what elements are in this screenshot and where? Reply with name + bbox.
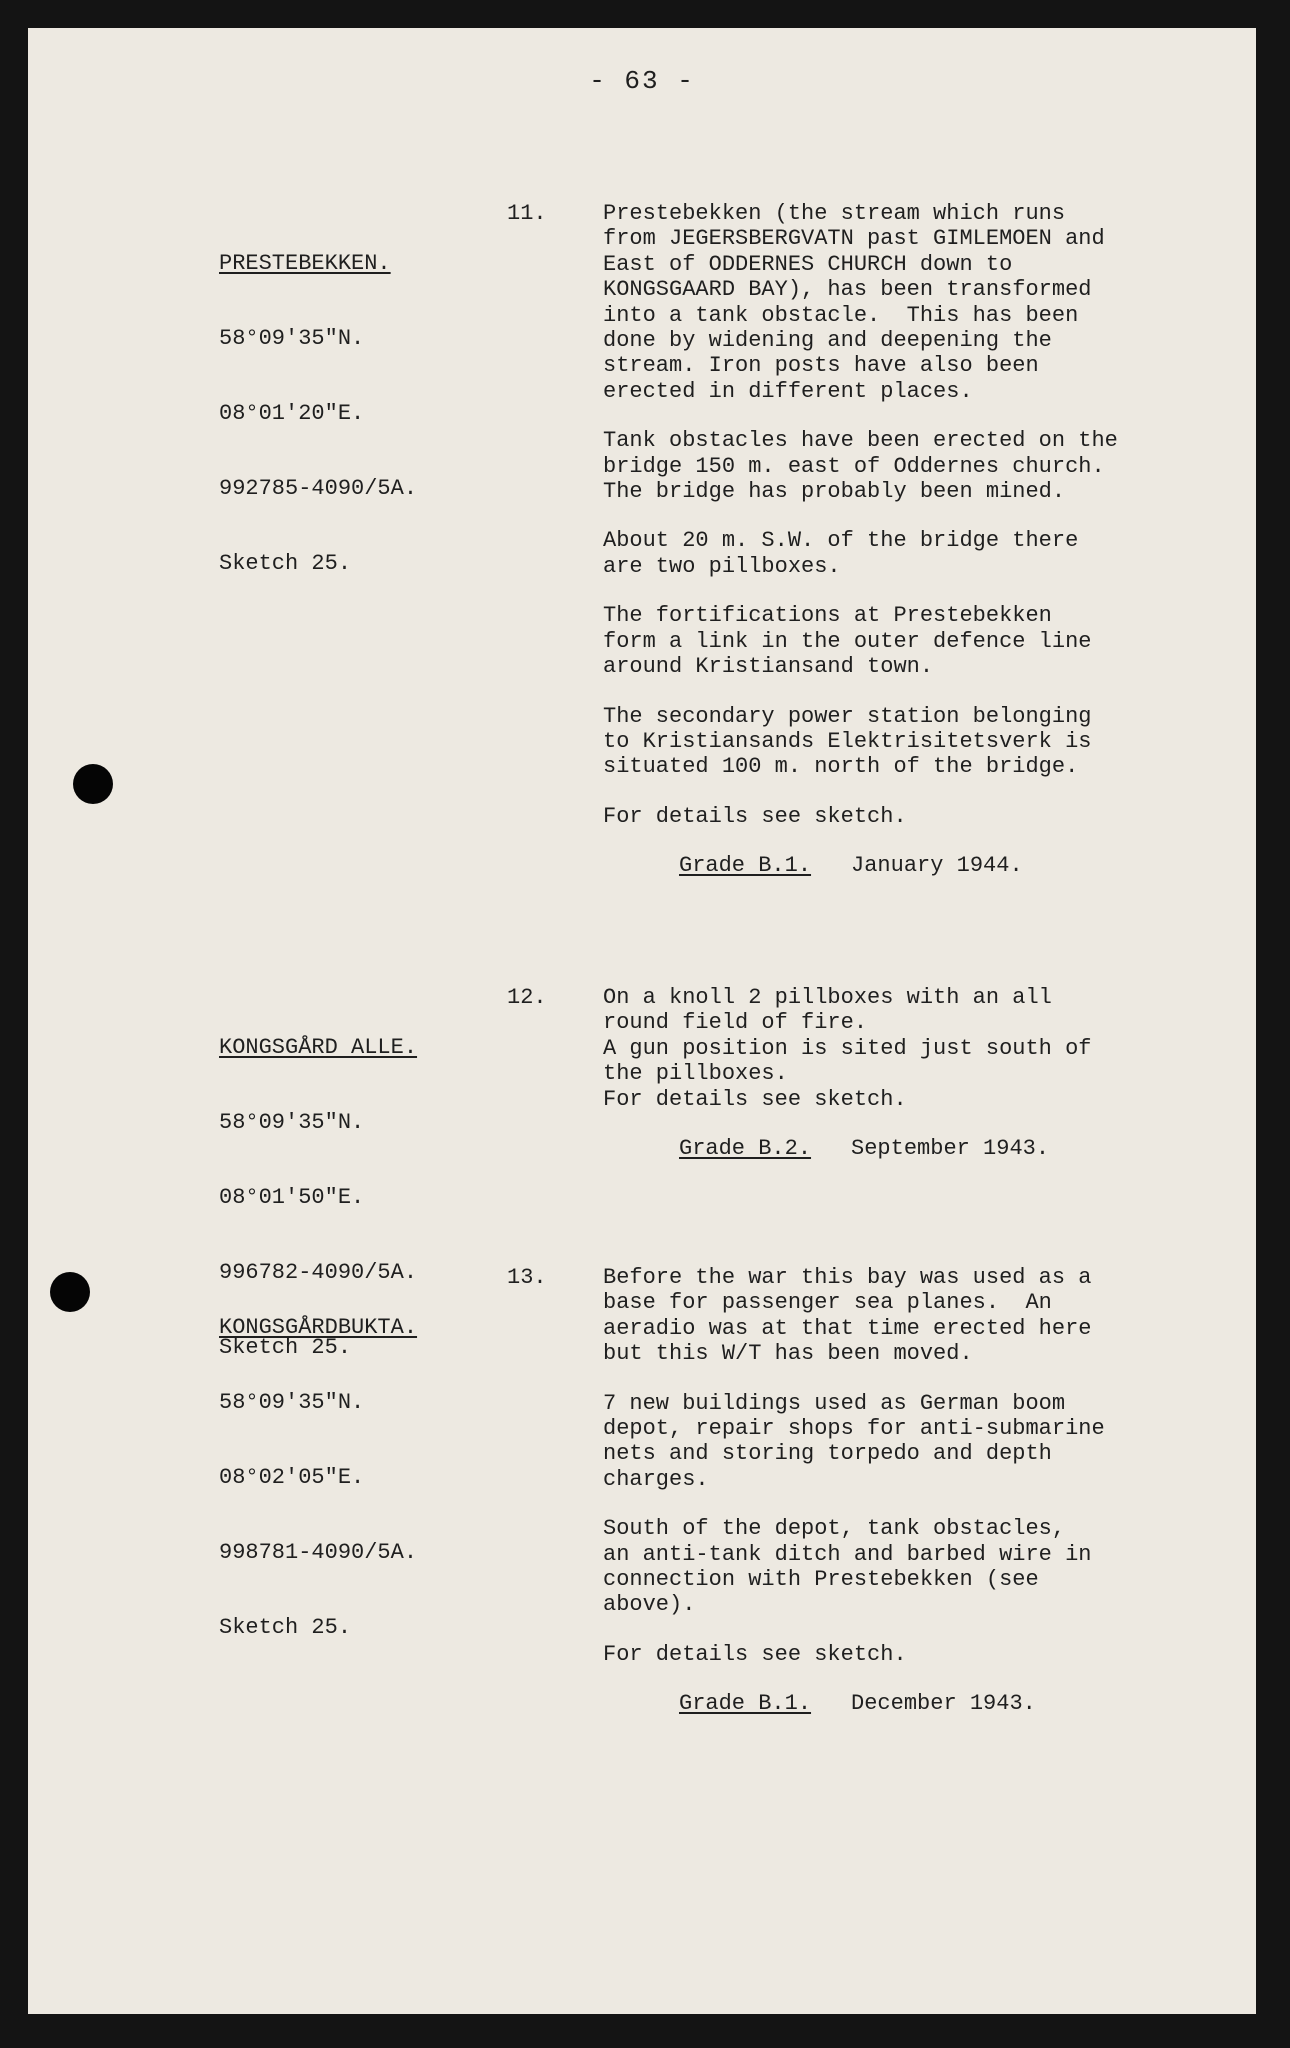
entry-number: 13. bbox=[507, 1265, 547, 1290]
paragraph: For details see sketch. bbox=[603, 1641, 907, 1667]
grade: Grade B.2. bbox=[679, 1136, 812, 1162]
paragraph: Prestebekken (the stream which runs from JEGERSBERGVATN past GIMLEMOEN and East of ODDERNES CHURCH down to KONGSGAARD BAY), has been transformed into a tank obstacle. This has been done by widening and deepening the stream. Iron posts have also been erected in different places. bbox=[603, 201, 1105, 404]
paragraph: For details see sketch. bbox=[603, 803, 907, 829]
grade-line bbox=[679, 1136, 1213, 1161]
grade-line bbox=[679, 1691, 1213, 1716]
paragraph: About 20 m. S.W. of the bridge there are two pillboxes. bbox=[603, 528, 1079, 579]
grade: Grade B.1. bbox=[679, 853, 812, 879]
entry-body bbox=[603, 201, 1213, 879]
location-latitude: 58°09'35"N. bbox=[219, 1390, 365, 1415]
report-date: January 1944. bbox=[851, 853, 1023, 879]
entry-body bbox=[603, 1265, 1213, 1717]
paragraph: 7 new buildings used as German boom depot, repair shops for anti-submarine nets and storing torpedo and depth charges. bbox=[603, 1390, 1105, 1492]
paragraph: South of the depot, tank obstacles, an anti-tank ditch and barbed wire in connection with Prestebekken (see above). bbox=[603, 1516, 1092, 1618]
paragraph: Tank obstacles have been erected on the bridge 150 m. east of Oddernes church. The bridge has probably been mined. bbox=[603, 428, 1118, 505]
map-reference: 998781-4090/5A. bbox=[219, 1540, 418, 1565]
paragraph: The fortifications at Prestebekken form a link in the outer defence line around Kristiansand town. bbox=[603, 603, 1092, 680]
location-block bbox=[219, 1265, 417, 1690]
location-block bbox=[219, 201, 417, 626]
document-page bbox=[28, 28, 1256, 2014]
paragraph: Before the war this bay was used as a base for passenger sea planes. An aeradio was at that time erected here but this W/T has been moved. bbox=[603, 1265, 1092, 1367]
location-longitude: 08°02'05"E. bbox=[219, 1465, 365, 1490]
punch-hole bbox=[73, 764, 113, 804]
location-name: PRESTEBEKKEN. bbox=[219, 251, 391, 276]
entry-number: 12. bbox=[507, 985, 547, 1010]
entry-number: 11. bbox=[507, 201, 547, 226]
report-date: December 1943. bbox=[851, 1691, 1036, 1717]
sketch-reference: Sketch 25. bbox=[219, 551, 352, 576]
entry-body bbox=[603, 985, 1213, 1161]
grade: Grade B.1. bbox=[679, 1691, 812, 1717]
map-reference: 996782-4090/5A. bbox=[219, 1260, 418, 1285]
location-name: KONGSGÅRDBUKTA. bbox=[219, 1315, 418, 1340]
sketch-reference: Sketch 25. bbox=[219, 1335, 352, 1360]
map-reference: 992785-4090/5A. bbox=[219, 476, 418, 501]
punch-hole bbox=[50, 1272, 90, 1312]
grade-line bbox=[679, 853, 1213, 878]
report-date: September 1943. bbox=[851, 1136, 1050, 1162]
paragraph: The secondary power station belonging to Kristiansands Elektrisitetsverk is situated 100 m. north of the bridge. bbox=[603, 703, 1092, 780]
sketch-reference: Sketch 25. bbox=[219, 1615, 352, 1640]
location-latitude: 58°09'35"N. bbox=[219, 326, 365, 351]
paragraph: On a knoll 2 pillboxes with an all round field of fire. A gun position is sited just south of the pillboxes. For details see sketch. bbox=[603, 985, 1092, 1112]
location-longitude: 08°01'50"E. bbox=[219, 1185, 365, 1210]
page-number: - 63 - bbox=[589, 66, 695, 96]
location-name: KONGSGÅRD ALLE. bbox=[219, 1035, 418, 1060]
location-latitude: 58°09'35"N. bbox=[219, 1110, 365, 1135]
location-longitude: 08°01'20"E. bbox=[219, 401, 365, 426]
